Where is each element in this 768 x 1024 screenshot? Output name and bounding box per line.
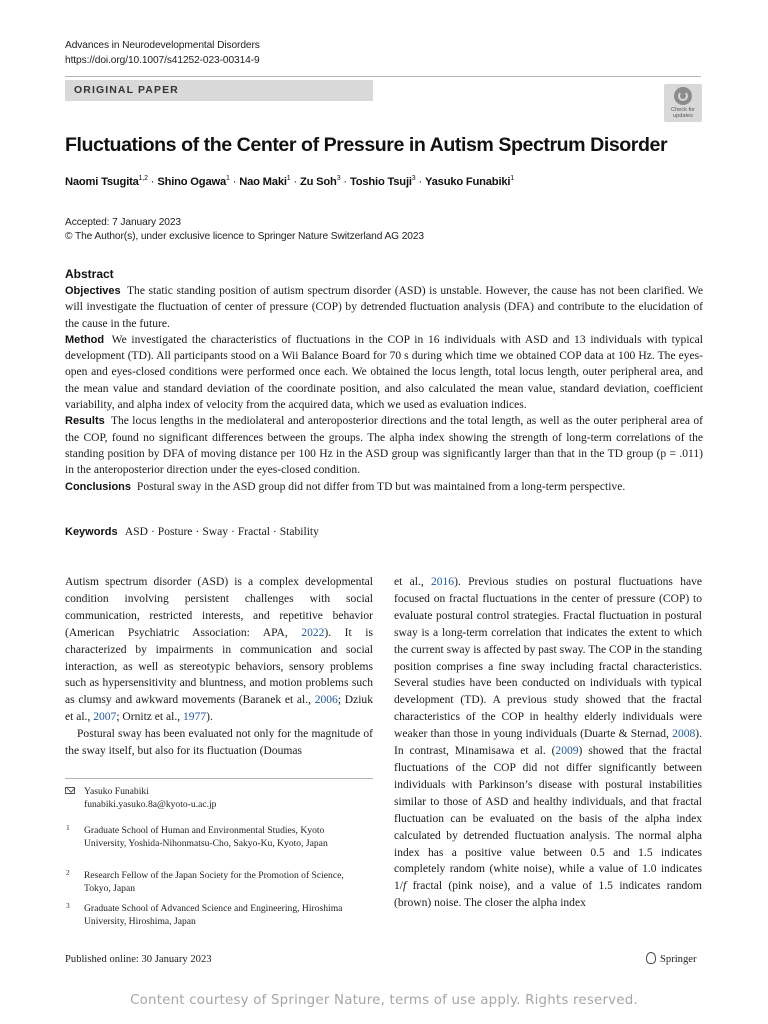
publisher-logo[interactable]: Springer [646, 952, 696, 965]
keyword: Stability [279, 526, 319, 538]
abstract-objectives: Objectives The static standing position of autism spectrum disorder (ASD) is unstable. However, the cause has not been clarified. We will investigate the fluctuation of center of pressure (COP) by detrended fluctuation analysis (DFA) and contribute to the elucidation of the cause in the future. [65, 285, 703, 330]
affiliation-number: 2 [66, 868, 70, 877]
results-label: Results [65, 415, 105, 428]
keyword: Sway [202, 526, 228, 538]
keyword: Posture [157, 526, 193, 538]
author[interactable]: Yasuko Funabiki$^1$ [425, 175, 514, 188]
author[interactable]: Shino Ogawa$^1$ [157, 175, 230, 188]
abstract-method: Method We investigated the characteristics of fluctuations in the COP in 16 individuals with ASD and 13 individuals with typical development (TD). All participants stood on a Wii Balance Board for 70 s during which time we obtained COP data at 100 Hz. The eyes-open and eyes-closed conditions were performed once each. We obtained the locus length, total locus length, outer peripheral area, and the mean value and standard deviation of the coordinate position, and also calculated the mean value, standard deviation, coefficient variability, and alpha index of velocity from the acquired data, which we used as evaluation indices. [65, 333, 704, 412]
citation-link[interactable]: 2009 [555, 745, 579, 758]
contact-email[interactable]: funabiki.yasuko.8a@kyoto-u.ac.jp [84, 799, 217, 811]
body-column-right [394, 574, 702, 912]
keyword: Fractal [237, 526, 270, 538]
refresh-icon [674, 87, 692, 105]
keyword: ASD [124, 526, 148, 538]
check-for-updates-badge[interactable] [664, 84, 702, 122]
courtesy-watermark: Content courtesy of Springer Nature, terms of use apply. Rights reserved. [130, 993, 638, 1008]
footnote-divider [65, 778, 373, 779]
abstract-heading: Abstract [65, 267, 114, 281]
abstract-results: Results The locus lengths in the mediolateral and anteroposterior directions and the total length, as well as the outer peripheral area of the COP, found no significant differences between the groups. The alpha index showing the strength of long-term correlations of the standing position by DFA of moving distance per 100 Hz in the ASD group was significantly larger than that in the TD group (p = .011) in the anteroposterior direction under the eyes-closed condition. [65, 415, 703, 477]
affiliation-2: Research Fellow of the Japan Society for the Promotion of Science, Tokyo, Japan [84, 870, 344, 895]
header-divider [65, 76, 701, 77]
copyright-notice: © The Author(s), under exclusive licence to Springer Nature Switzerland AG 2023 [65, 231, 424, 242]
citation-link[interactable]: 2007 [93, 711, 117, 724]
springer-horse-icon [646, 952, 656, 964]
affiliation-1: Graduate School of Human and Environmental Studies, Kyoto University, Yoshida-Nihonmatsu-Cho, Sakyo-Ku, Kyoto, Japan [84, 825, 328, 850]
body-paragraph: Postural sway has been evaluated not only for the magnitude of the sway itself, but also for its fluctuation (Doumas [65, 728, 373, 758]
envelope-icon [65, 787, 75, 794]
citation-link[interactable]: 1977 [183, 711, 207, 724]
body-paragraph: Autism spectrum disorder (ASD) is a complex developmental condition involving persistent challenges with social communication, restricted interests, and repetitive behavior (American Psychiatric Association: APA, 2022). It is characterized by impairments in communication and social interaction, as well as stereotypic behaviors, sensory problems such as hypersensitivity and bluntness, and motion problems such as clumsy and awkward movements (Baranek et al., 2006; Dziuk et al., 2007; Ornitz et al., 1977). [65, 576, 373, 724]
accepted-date: Accepted: 7 January 2023 [65, 217, 181, 228]
author[interactable]: Zu Soh$^3$ [299, 175, 341, 188]
citation-link[interactable]: 2022 [301, 626, 325, 639]
citation-link[interactable]: 2006 [314, 694, 338, 707]
citation-link[interactable]: 2016 [430, 576, 455, 588]
conclusions-label: Conclusions [65, 480, 132, 493]
author-list: Naomi Tsugita$^{1,2}$ · Shino Ogawa$^1$ · Nao Maki$^1$ · Zu Soh$^3$ · Toshio Tsuji$^3$ · Yasuko Funabiki$^1$ [65, 175, 514, 188]
published-date: Published online: 30 January 2023 [65, 954, 212, 965]
paper-title: Fluctuations of the Center of Pressure in Autism Spectrum Disorder [65, 134, 668, 156]
abstract [65, 266, 703, 495]
journal-name: Advances in Neurodevelopmental Disorders [65, 40, 260, 51]
method-label: Method [65, 333, 105, 346]
keywords: Keywords ASD · Posture · Sway · Fractal · Stability [65, 526, 319, 538]
objectives-label: Objectives [65, 285, 121, 297]
affiliation-number: 3 [66, 901, 70, 910]
doi-link[interactable]: https://doi.org/10.1007/s41252-023-00314-9 [65, 55, 260, 66]
body-column-left [65, 574, 373, 760]
corresponding-author [84, 785, 374, 811]
citation-link[interactable]: 2008 [672, 728, 696, 741]
author[interactable]: Nao Maki$^1$ [239, 175, 291, 188]
contact-name: Yasuko Funabiki [84, 786, 149, 797]
keywords-label: Keywords [65, 526, 118, 538]
author[interactable]: Toshio Tsuji$^3$ [349, 175, 416, 188]
affiliation-number: 1 [66, 823, 70, 832]
abstract-conclusions: Conclusions Postural sway in the ASD group did not differ from TD but was maintained from a long-term perspective. [65, 480, 626, 493]
author[interactable]: Naomi Tsugita$^{1,2}$ [65, 175, 148, 188]
paper-type-label: ORIGINAL PAPER [74, 84, 179, 96]
affiliation-3: Graduate School of Advanced Science and Engineering, Hiroshima University, Hiroshima, Japan [84, 903, 343, 928]
body-paragraph: et al., 2016). Previous studies on postural fluctuations have focused on fractal fluctuations in the center of pressure (COP) to evaluate postural control strategies. Fractal fluctuation in postural sway is a long-term correlation that indicates the extent to which the current sway is affected by past sway. The COP in the standing position comprises a fine sway including fractal characteristics. Several studies have been conducted on individuals with typical development (TD). A previous study showed that the fractal characteristics of the COP in healthy elderly individuals were weaker than those in young individuals (Duarte & Sternad, 2008). In contrast, Minamisawa et al. (2009) showed that the fractal fluctuations of the COP did not differ significantly between individuals with Parkinson’s disease with postural instabilities similar to those of ASD and healthy individuals, and that fractal fluctuation can be evaluated on the basis of the alpha index calculated by detrended fluctuation analysis. The normal alpha index has a positive value between 0.5 and 1.5 indicates completely random (white noise), while a value of 1.0 indicates 1/f fractal (pink noise), and a value of 1.5 indicates random (brown) noise. The closer the alpha index [394, 576, 702, 910]
badge-label: Check for updates [671, 107, 695, 119]
